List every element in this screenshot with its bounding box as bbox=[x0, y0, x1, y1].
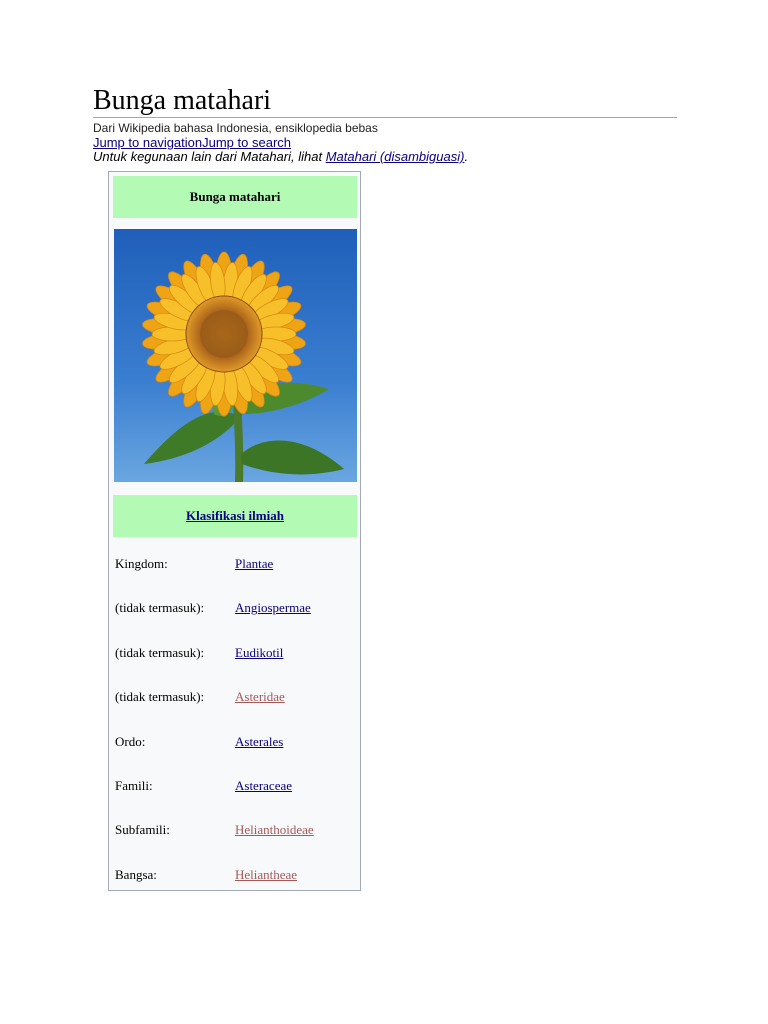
taxonomy-label: Kingdom: bbox=[115, 556, 168, 571]
hatnote bbox=[93, 149, 468, 164]
taxonomy-value-link[interactable]: Asteridae bbox=[235, 689, 285, 704]
taxonomy-value-link[interactable]: Helianthoideae bbox=[235, 822, 314, 837]
taxonomy-row bbox=[115, 820, 355, 840]
infobox-title: Bunga matahari bbox=[113, 176, 357, 218]
taxonomy-label: Ordo: bbox=[115, 734, 146, 749]
taxonomy-label: Famili: bbox=[115, 778, 153, 793]
taxonomy-value-link[interactable]: Plantae bbox=[235, 556, 274, 571]
taxonomy-label: (tidak termasuk): bbox=[115, 600, 205, 615]
jump-links bbox=[93, 135, 291, 150]
taxonomy-value-link[interactable]: Asteraceae bbox=[235, 778, 293, 793]
taxonomy-label: Bangsa: bbox=[115, 867, 157, 882]
klasifikasi-ilmiah-link[interactable]: Klasifikasi ilmiah bbox=[186, 508, 284, 523]
infobox bbox=[108, 171, 361, 891]
taxonomy-value-link[interactable]: Angiospermae bbox=[235, 600, 311, 615]
taxonomy-row bbox=[115, 865, 355, 885]
taxonomy-row bbox=[115, 687, 355, 707]
taxonomy-row bbox=[115, 554, 355, 574]
hatnote-suffix: . bbox=[464, 149, 469, 164]
taxonomy-row bbox=[115, 598, 355, 618]
hatnote-text: Untuk kegunaan lain dari Matahari, lihat bbox=[93, 149, 326, 164]
site-subtitle: Dari Wikipedia bahasa Indonesia, ensiklopedia bebas bbox=[93, 121, 378, 135]
jump-to-navigation-link[interactable]: Jump to navigation bbox=[93, 135, 203, 150]
taxonomy-label: (tidak termasuk): bbox=[115, 689, 205, 704]
taxonomy-row bbox=[115, 643, 355, 663]
taxonomy-label: (tidak termasuk): bbox=[115, 645, 205, 660]
taxonomy-value-link[interactable]: Heliantheae bbox=[235, 867, 298, 882]
taxonomy-value-link[interactable]: Eudikotil bbox=[235, 645, 284, 660]
jump-to-search-link[interactable]: Jump to search bbox=[202, 135, 291, 150]
sunflower-image[interactable] bbox=[114, 229, 357, 482]
page-title: Bunga matahari bbox=[93, 85, 272, 116]
hatnote-disambiguation-link[interactable]: Matahari (disambiguasi) bbox=[325, 149, 465, 164]
taxonomy-label: Subfamili: bbox=[115, 822, 170, 837]
taxonomy-row bbox=[115, 776, 355, 796]
taxonomy-value-link[interactable]: Asterales bbox=[235, 734, 284, 749]
title-divider bbox=[93, 117, 677, 118]
klasifikasi-header bbox=[113, 495, 357, 537]
taxonomy-row bbox=[115, 732, 355, 752]
